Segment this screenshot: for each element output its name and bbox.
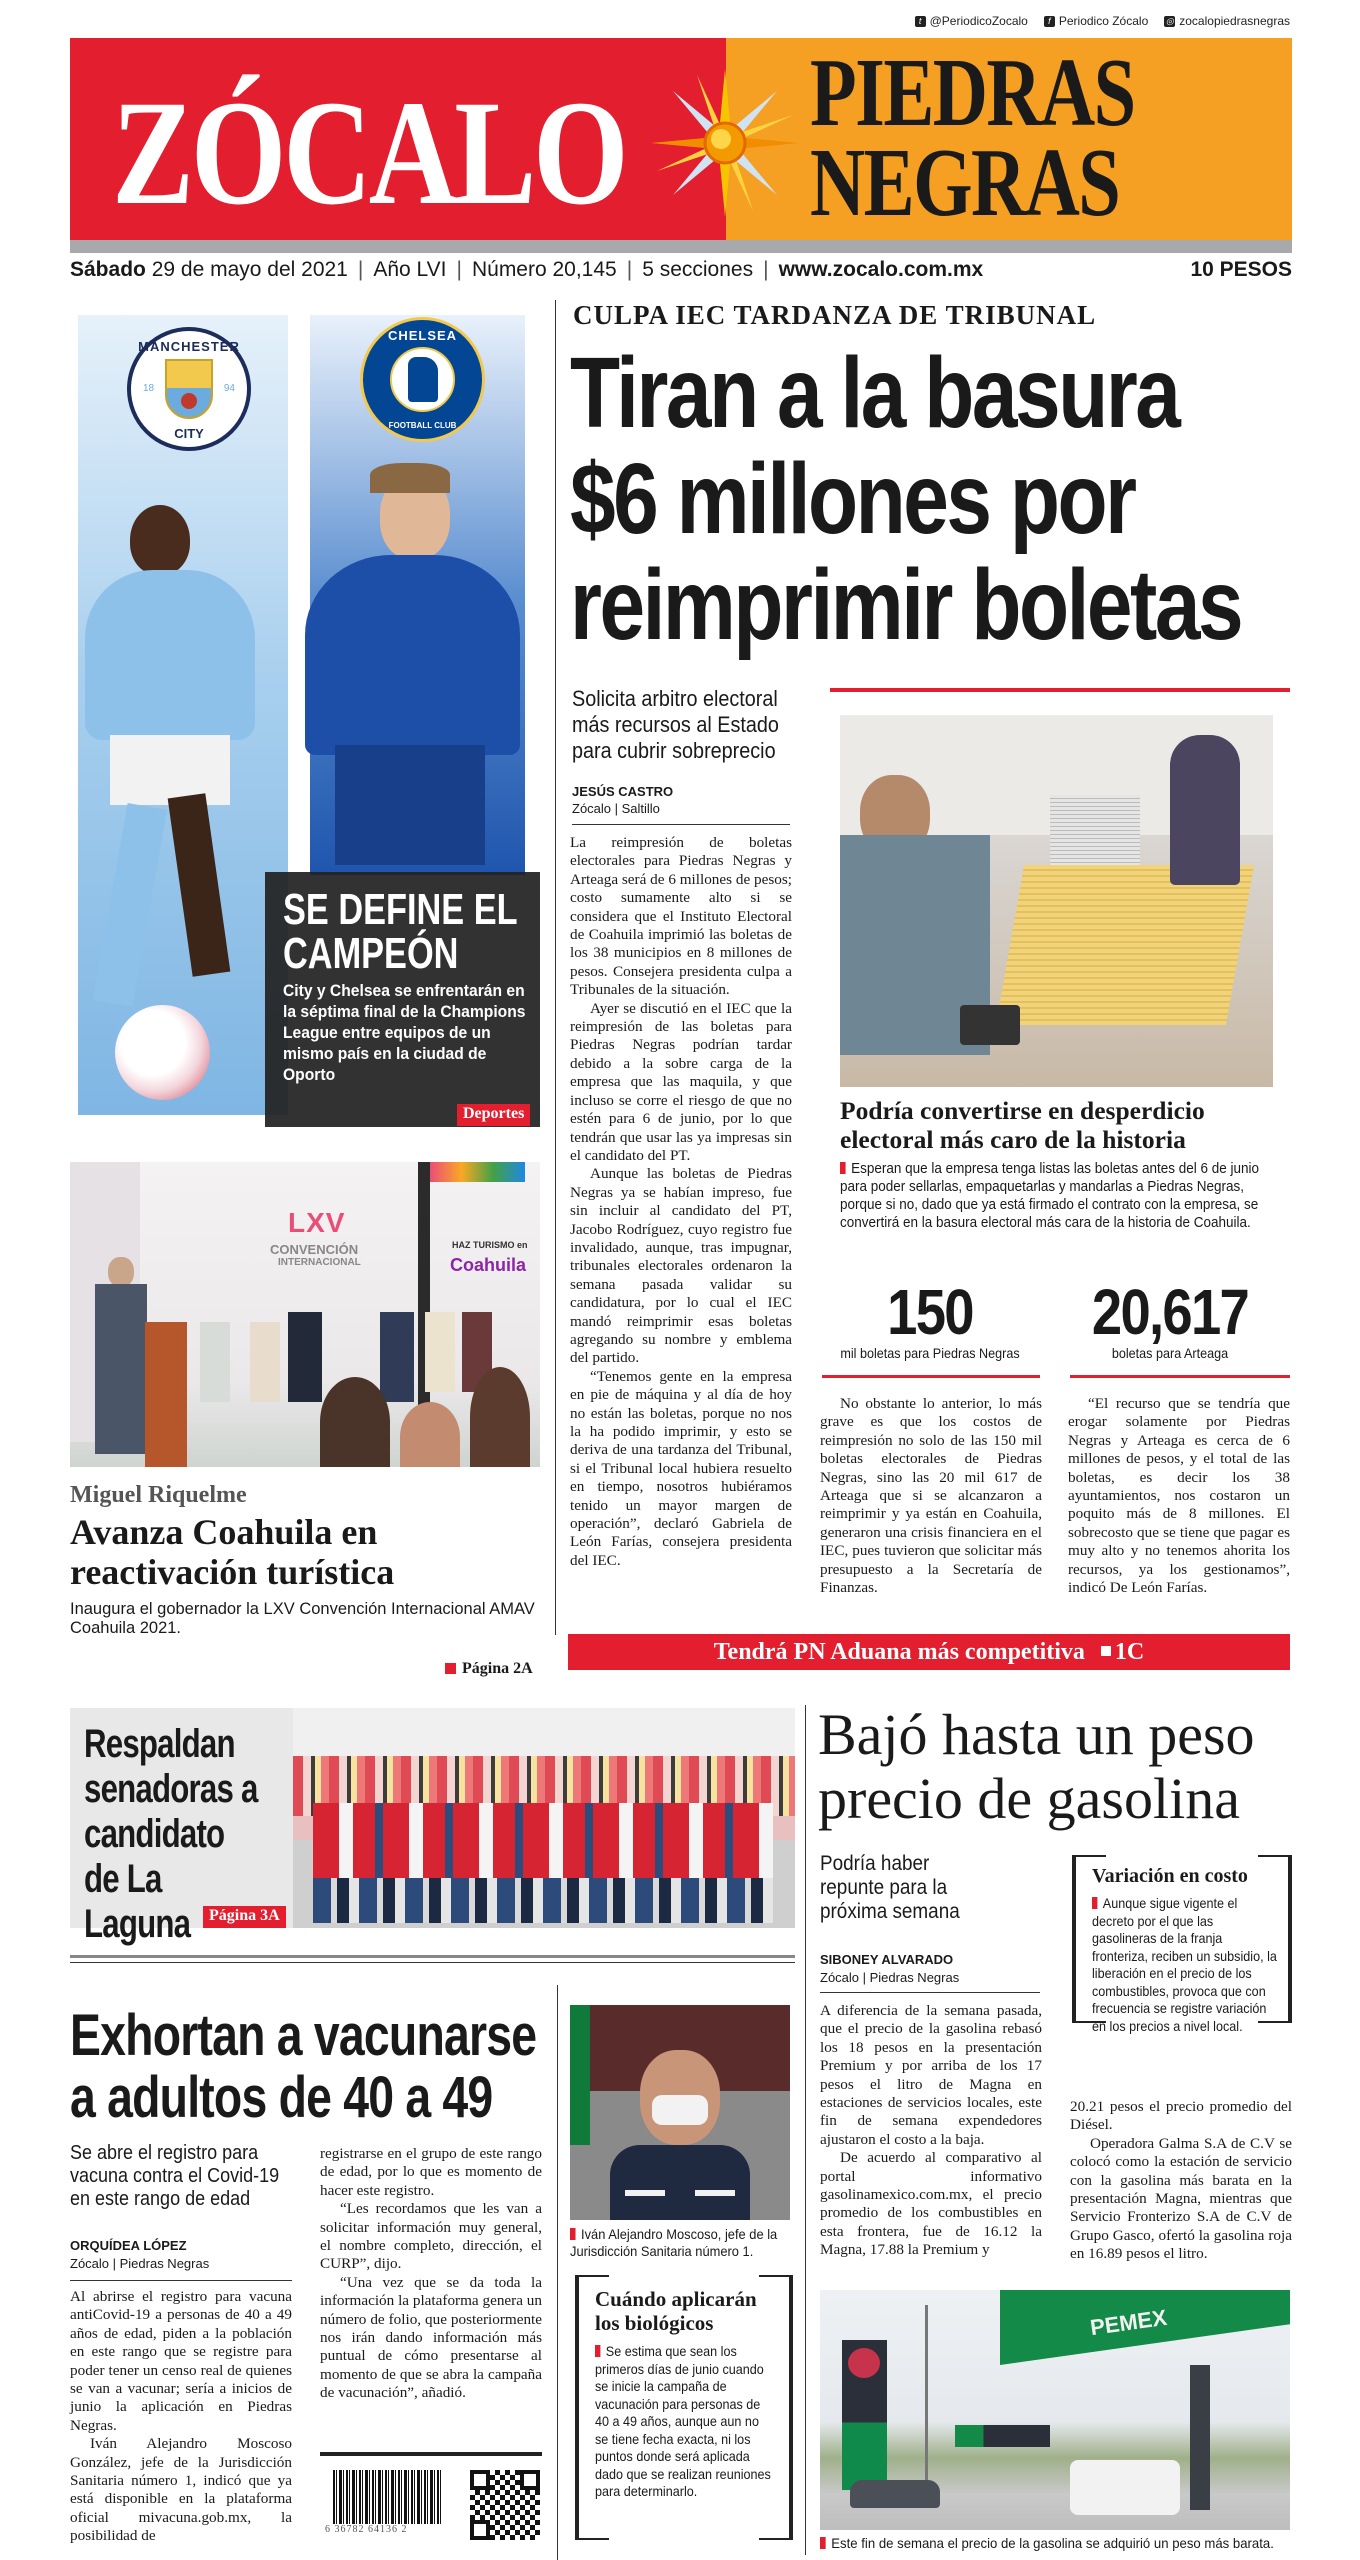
main-body-col1: La reimpresión de boletas electorales para Piedras Negras y Arteaga será de 6 millones de pesos; costo sumamente alto si se considera que el Instituto Electoral de Coahuila imprimió las boletas de los 38 municipios en 8 millones de pesos. Consejera presidenta culpa a Tribunales de la situación. Ayer se discutió en el IEC que la reimpresión de las boletas para Piedras Negras podrían tardar debido a la sobre carga de la empresa que las maquila, y que incluso se corre el riesgo de que no estén para 6 de junio, por lo que tendrán que usar las ya impresas sin el candidato del PT. Aunque las boletas de Piedras Negras ya se habían impreso, fue sin incluir al candidato del PT, Jacobo Rodríguez, cuyo registro fue invalidado, aunque, tras impugnar, tribunales electorales ordenaron la semana pasada validar su candidatura, por lo cual el IEC mandó reimprimir esas boletas agregando su nombre y emblema del partido. “Tenemos gente en la empresa en pie de máquina y al día de hoy no están las boletas, porque no nos la ha podido imprimir, y esto se deriva de una tardanza del Tribunal, si el Tribunal local hubiera resuelto en tiempo, nosotros hubiéramos tenido un mayor margen de operación”, declaró Gabriela de León Farías, consejera presidenta del IEC. xyxy=(570,834,792,1569)
column-divider xyxy=(555,300,556,1635)
vacuna-body-col2: registrarse en el grupo de este rango de edad, por lo que es momento de hacer este registro. “Les recordamos que les van a solicitar información muy general, el nombre completo, dirección, el CURP”, dijo. “Una vez que se da toda la información la plataforma genera un número de folio, que posteriormente nos irán dando información más puntual de cómo presentarse al momento de que se abra la campaña de vacunación”, añadió. xyxy=(320,2145,542,2402)
caption-bullet-icon xyxy=(820,2537,826,2549)
gasolina-sidebar-text: Aunque sigue vigente el decreto por el que las gasolineras de la franja fronteriza, reciben un subsidio, la liberación en el precio de los combustibles, provoca que con frecuencia se registre variación en los precios a nivel local. xyxy=(1092,1895,1277,2034)
sports-section-tag[interactable]: Deportes xyxy=(457,1104,530,1126)
stat-value-20617: 20,617 xyxy=(1091,1276,1249,1348)
senadoras-headline: Respaldan senadoras a candidato de La Laguna xyxy=(84,1722,258,1946)
facebook-icon: f xyxy=(1044,16,1055,27)
tourism-headline[interactable]: Avanza Coahuila en reactivación turística xyxy=(70,1512,395,1592)
white-square-icon xyxy=(1101,1646,1111,1656)
moscoso-photo[interactable] xyxy=(570,2005,790,2220)
senadoras-page-ref[interactable]: Página 3A xyxy=(203,1906,286,1928)
dateline: Sábado 29 de mayo del 2021 | Año LVI | Número 20,145 | 5 secciones | www.zocalo.com.mx xyxy=(70,258,984,281)
red-rule xyxy=(830,688,1290,692)
main-kicker: CULPA IEC TARDANZA DE TRIBUNAL xyxy=(573,300,1097,330)
social-links xyxy=(915,14,1290,28)
ballot-stacks xyxy=(996,865,1254,1025)
main-deck: Solicita arbitro electoral más recursos al Estado para cubrir sobreprecio xyxy=(572,686,779,763)
tourism-photo[interactable]: LXV CONVENCIÓN INTERNACIONAL HAZ TURISMO en Coahuila xyxy=(70,1162,540,1467)
masthead-title-zocalo: ZÓCALO xyxy=(112,70,626,236)
sun-logo-icon xyxy=(650,68,800,218)
tourism-page-ref[interactable]: Página 2A xyxy=(445,1660,533,1678)
main-headline[interactable]: Tiran a la basura $6 millones por reimprimir boletas xyxy=(570,337,1242,661)
main-author: JESÚS CASTRO xyxy=(572,784,674,799)
ballots-photo-caption: Esperan que la empresa tenga listas las boletas antes del 6 de junio para poder sellarlas, empaquetarlas y mandarlas a Piedras Negras, porque si no, dado que ya está firmado el contrato con la empresa, se convertirá en la basura electoral más cara de la historia de Coahuila. xyxy=(840,1161,1259,1231)
masthead-gray-rule xyxy=(70,240,1292,253)
instagram-link[interactable]: ◎ zocalopiedrasnegras xyxy=(1165,14,1290,28)
sports-headline-box[interactable] xyxy=(265,872,540,1127)
dateline-number: Número 20,145 xyxy=(471,258,617,281)
sidebar-bullet-icon xyxy=(595,2345,600,2357)
vacuna-sidebar-text: Se estima que sean los primeros días de junio cuando se inicie la campaña de vacunación para personas de 40 a 49 años, aunque aun no se tiene fecha exacta, ni los puntos donde será aplicada dado que se realizan reuniones para determinarlo. xyxy=(595,2343,771,2499)
vacuna-sidebar-title: Cuándo aplicarán los biológicos xyxy=(595,2287,757,2335)
vacuna-headline[interactable]: Exhortan a vacunarse a adultos de 40 a 49 xyxy=(70,2003,537,2130)
vacuna-deck: Se abre el registro para vacuna contra el Covid-19 en este rango de edad xyxy=(70,2142,280,2210)
facebook-link[interactable]: f Periodico Zócalo xyxy=(1044,14,1148,28)
qr-code[interactable] xyxy=(470,2470,540,2540)
caption-bullet-icon xyxy=(840,1162,846,1174)
gasolina-body-col1: A diferencia de la semana pasada, que el precio de la gasolina rebasó los 18 pesos en la presentación Premium y por arriba de los 17 pesos el litro de Magna en estaciones de servicios locales, este fin de semana expendedores ajustaron el costo a la baja. De acuerdo al comparativo al portal informativo gasolinamexico.com.mx, el precio promedio de los combustibles en esta frontera, fue de 16.12 la Magna, 17.88 la Premium y xyxy=(820,2002,1042,2259)
moscoso-caption: Iván Alejandro Moscoso, jefe de la Jurisdicción Sanitaria número 1. xyxy=(570,2226,778,2259)
ballots-photo[interactable] xyxy=(840,715,1273,1087)
aduana-banner[interactable]: Tendrá PN Aduana más competitiva 1C xyxy=(568,1634,1290,1670)
column-divider xyxy=(557,1985,558,2560)
website-link[interactable]: www.zocalo.com.mx xyxy=(778,258,984,281)
ballots-photo-headline: Podría convertirse en desperdicio electoral más caro de la historia xyxy=(840,1096,1205,1154)
gasolina-body-col2: 20.21 pesos el precio promedio del Diésel. Operadora Galma S.A de C.V se colocó como la estación de servicio con la gasolina más barata en la presentación Magna, mientras que Servicio Fronterizo S.A de C.V de Grupo Gasco, ofertó la gasolina roja en 16.89 pesos el litro. xyxy=(1070,2098,1292,2263)
gasolina-deck: Podría haber repunte para la próxima semana xyxy=(820,1852,960,1923)
twitter-icon: t xyxy=(915,16,926,27)
main-location: Zócalo | Saltillo xyxy=(572,801,660,816)
main-body-col2: No obstante lo anterior, lo más grave es que los costos de reimpresión no solo de las 150 mil boletas electorales de Piedras Negras, sino las 20 mil 617 de Arteaga que si se alcanzaron a reimprimir y ya están en Coahuila, generaron una crisis financiera en el IEC, pues tuvieron que solicitar más presupuesto a la Secretaría de Finanzas. xyxy=(820,1395,1042,1597)
vacuna-location: Zócalo | Piedras Negras xyxy=(70,2256,210,2271)
dateline-year: Año LVI xyxy=(373,258,447,281)
dateline-day: Sábado xyxy=(70,258,146,281)
gasolina-author: SIBONEY ALVARADO xyxy=(820,1952,954,1967)
dateline-sections: 5 secciones xyxy=(642,258,754,281)
column-divider xyxy=(805,1705,806,2555)
football-icon xyxy=(115,1005,210,1100)
sports-summary: City y Chelsea se enfrentarán en la séptima final de la Champions League entre equipos de un mismo país en la ciudad de Oporto xyxy=(283,981,526,1084)
chelsea-badge: CHELSEA FOOTBALL CLUB xyxy=(360,317,485,442)
instagram-icon: ◎ xyxy=(1165,15,1174,26)
tourism-summary: Inaugura el gobernador la LXV Convención Internacional AMAV Coahuila 2021. xyxy=(70,1600,535,1637)
stat-label-150: mil boletas para Piedras Negras xyxy=(840,1345,1020,1361)
vacuna-body-col1: Al abrirse el registro para vacuna antiCovid-19 a personas de 40 a 49 años de edad, piden a la población en este rango que se registre para poder tener un censo real de quienes se van a vacunar; sería a inicios de junio la aplicación en Piedras Negras. Iván Alejandro Moscoso González, jefe de la Jurisdicción Sanitaria número 1, indicó que ya está disponible en la plataforma oficial mivacuna.gob.mx, la posibilidad de xyxy=(70,2288,292,2545)
red-square-icon xyxy=(445,1663,456,1674)
caption-bullet-icon xyxy=(570,2228,576,2240)
gasolina-sidebar-title: Variación en costo xyxy=(1092,1865,1248,1887)
sidebar-bullet-icon xyxy=(1092,1897,1097,1909)
gasolina-location: Zócalo | Piedras Negras xyxy=(820,1970,960,1985)
city-player-figure xyxy=(130,505,190,575)
masthead[interactable] xyxy=(70,38,1292,243)
vacuna-author: ORQUÍDEA LÓPEZ xyxy=(70,2238,187,2253)
gasolina-headline[interactable]: Bajó hasta un peso precio de gasolina xyxy=(818,1702,1255,1831)
price-label: 10 PESOS xyxy=(1190,258,1292,281)
masthead-title-piedras-negras: PIEDRAS NEGRAS xyxy=(810,39,1135,238)
senadoras-photo[interactable] xyxy=(293,1708,795,1928)
dateline-date: 29 de mayo del 2021 xyxy=(151,258,348,281)
gas-station-caption: Este fin de semana el precio de la gasolina se adquirió un peso más barata. xyxy=(820,2534,1290,2552)
stat-label-20617: boletas para Arteaga xyxy=(1111,1345,1229,1361)
gasolina-sidebar xyxy=(1072,1855,1292,2034)
vacuna-sidebar xyxy=(575,2275,793,2540)
sports-headline: SE DEFINE EL CAMPEÓN xyxy=(283,885,517,978)
tourism-kicker: Miguel Riquelme xyxy=(70,1482,247,1508)
podium xyxy=(145,1322,187,1467)
manchester-city-badge: MANCHESTER 18 94 CITY xyxy=(127,327,251,451)
stat-value-150: 150 xyxy=(887,1276,973,1348)
twitter-link[interactable]: t @PeriodicoZocalo xyxy=(915,14,1028,28)
main-body-col3: “El recurso que se tendría que erogar solamente por Piedras Negras y Arteaga es cerca de 6 millones de pesos, y el total de las boletas, es decir los 38 ayuntamientos, nos costaron un poquito más de 8 millones. El sobrecosto que se tiene que pagar es muy alto y no tenemos ahorita los recursos, ya los gestionamos”, indicó De León Farías. xyxy=(1068,1395,1290,1597)
barcode: 6 36782 64136 2 xyxy=(325,2470,450,2538)
gas-station-photo[interactable]: PEMEX xyxy=(820,2290,1290,2530)
